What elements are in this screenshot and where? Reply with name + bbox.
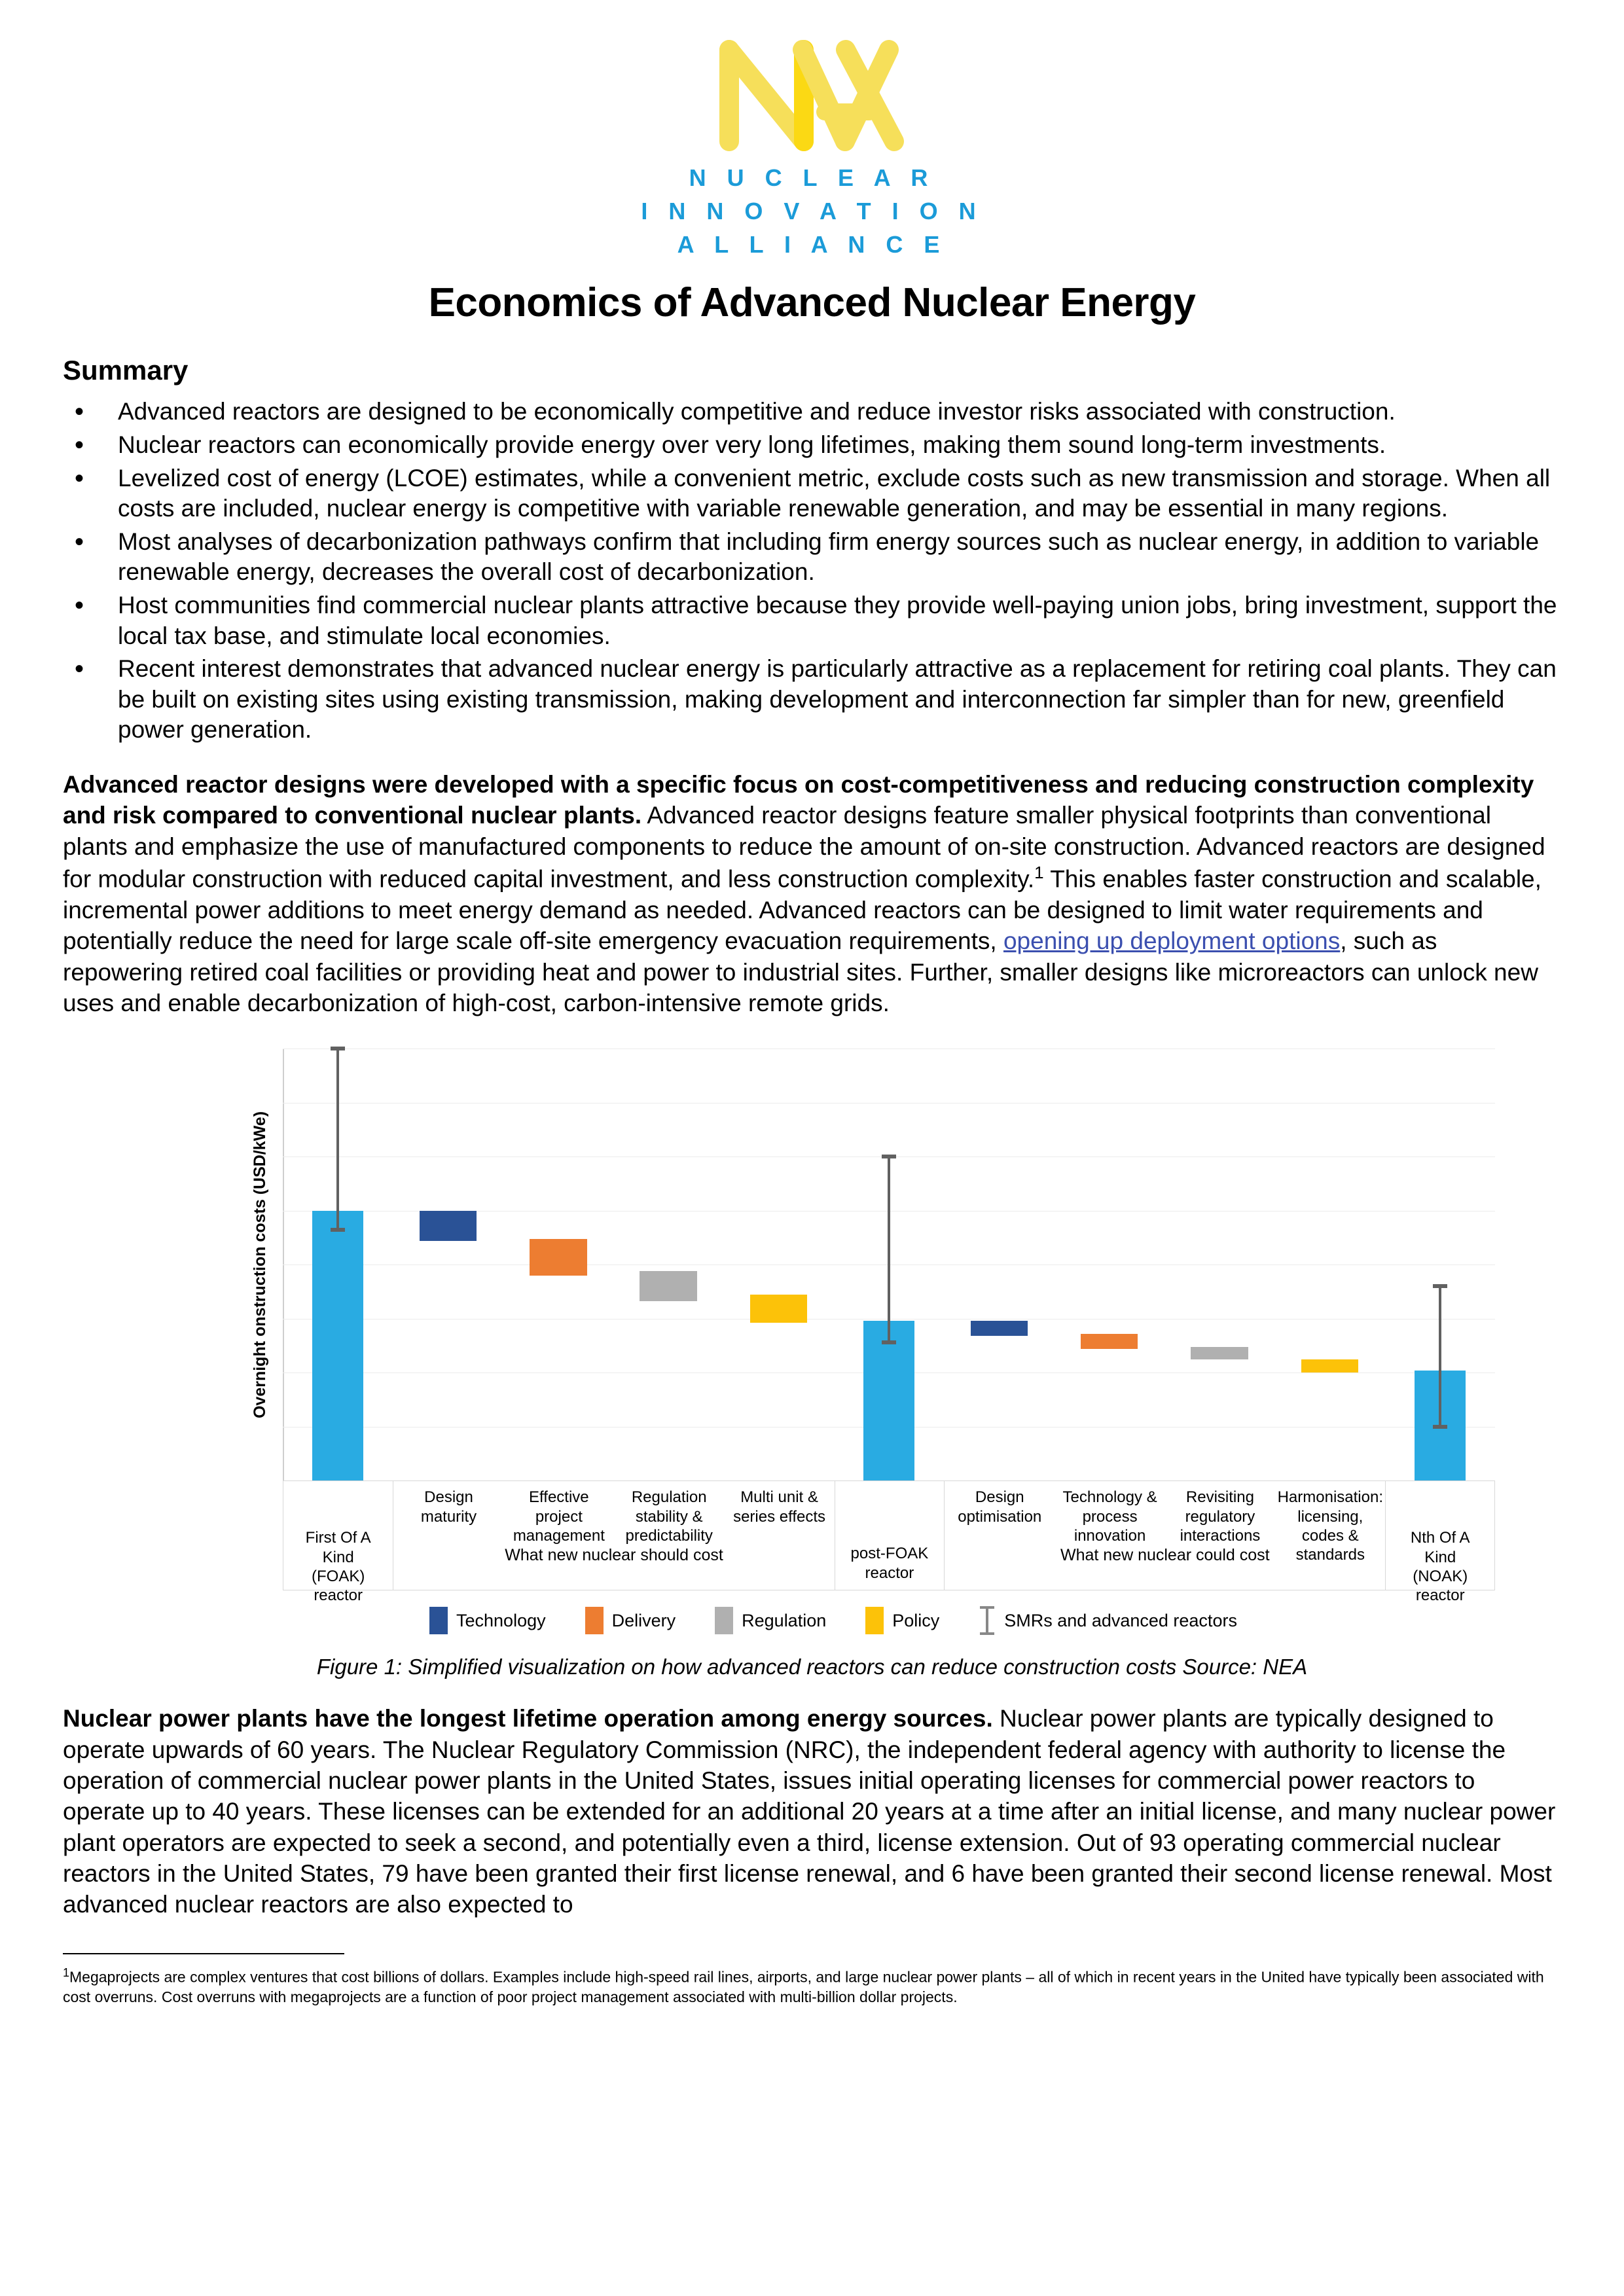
legend-color-swatch (865, 1607, 884, 1634)
chart-delta-bar (750, 1295, 808, 1323)
chart-error-bar-cap (1433, 1284, 1447, 1288)
paragraph-text-part-c: , such as repowering retired coal facilities or providing heat and power to industrial sites. Further, smaller designs like microreactors can unlock new uses and enable decarbonization of high-cost, carbon-intensive remote grids. (63, 927, 1538, 1016)
list-item: • Host communities find commercial nuclear plants attractive because they provide well-paying union jobs, bring investment, support the local tax base, and stimulate local economies. (63, 590, 1561, 651)
footnote-text (63, 1965, 1561, 2008)
chart-delta-bar (1081, 1334, 1138, 1349)
chart-plot-area (283, 1049, 1495, 1480)
chart-delta-bar (420, 1211, 477, 1241)
chart-error-bar-cap (331, 1228, 345, 1232)
axis-cell-label: Revisiting regulatory interactions (1180, 1488, 1261, 1545)
body-paragraph-advanced-reactor-designs (63, 769, 1561, 1018)
axis-group-label: What new nuclear should cost (505, 1545, 723, 1564)
chart-error-bar (336, 1049, 339, 1230)
logo-wordmark (641, 161, 983, 261)
deployment-options-link[interactable]: opening up deployment options (1003, 927, 1341, 955)
axis-cell-label: Nth Of A Kind (NOAK) reactor (1410, 1529, 1470, 1605)
axis-cell-noak (1385, 1481, 1494, 1605)
figure-1 (63, 1049, 1561, 1679)
chart-total-bar (863, 1321, 914, 1480)
organization-logo (63, 0, 1561, 261)
paragraph-text: Nuclear power plants are typically designed to operate upwards of 60 years. The Nuclear Regulatory Commission (NRC), the independent federal agency with authority to license the operation of commercial nuclear power plants in the United States, issues initial operating licenses for commercial power reactors to operate up to 40 years. These licenses can be extended for an additional 20 years at a time after an initial license, and many nuclear power plant operators are expected to seek a second, and potentially even a third, license extension. Out of 93 operating commercial nuclear reactors in the United States, 79 have been granted their first license renewal, and 6 have been granted their second license renewal. Most advanced nuclear reactors are also expected to (63, 1705, 1556, 1918)
axis-cell-label: Technology & process innovation (1062, 1488, 1157, 1545)
axis-cell-label: First Of A Kind (FOAK) reactor (305, 1529, 371, 1605)
summary-heading: Summary (63, 355, 189, 386)
footnote-divider (63, 1953, 344, 1954)
axis-group-could-cost (945, 1481, 1385, 1590)
paragraph-lead-sentence: Nuclear power plants have the longest lifetime operation among energy sources. (63, 1705, 993, 1732)
legend-item (865, 1607, 939, 1634)
chart-x-axis-label-table (283, 1480, 1495, 1605)
chart-delta-bar (1301, 1359, 1359, 1372)
list-item: • Most analyses of decarbonization pathways confirm that including firm energy sources such as nuclear energy, in addition to variable renewable energy, decreases the overall cost of decarbonization. (63, 527, 1561, 588)
summary-bullet-list (63, 397, 1561, 745)
chart-total-bar (312, 1211, 363, 1481)
legend-item (979, 1606, 1237, 1635)
chart-delta-bar (530, 1239, 587, 1276)
chart-error-bar (1439, 1286, 1441, 1427)
chart-error-bar-cap (882, 1155, 896, 1158)
list-item: • Advanced reactors are designed to be economically competitive and reduce investor risks associated with construction. (63, 397, 1561, 427)
logo-word-innovation: I N N O V A T I O N (641, 198, 983, 225)
legend-color-swatch (429, 1607, 448, 1634)
chart-error-bar-cap (331, 1047, 345, 1050)
logo-word-alliance: A L L I A N C E (677, 231, 947, 259)
axis-cell-label: Design optimisation (958, 1488, 1042, 1526)
footnote-marker: 1 (63, 1965, 70, 1979)
chart-y-axis-label: Overnight onstruction costs (USD/kWe) (251, 1111, 270, 1418)
chart-error-bar-cap (882, 1340, 896, 1344)
legend-label: SMRs and advanced reactors (1004, 1610, 1237, 1630)
footnote-reference: 1 (1034, 863, 1044, 883)
logo-word-nuclear: N U C L E A R (689, 164, 935, 191)
paragraph-lead-sentence: Advanced reactor designs were developed with a specific focus on cost-competitiveness and reducing construction complexity and risk compared to conventional nuclear plants. (63, 771, 1534, 829)
na-monogram-icon (704, 30, 920, 154)
axis-cell-label: Regulation stability & predictability (625, 1488, 713, 1545)
body-paragraph-lifetime-operation (63, 1703, 1561, 1920)
chart-delta-bar (971, 1321, 1028, 1336)
list-item: • Levelized cost of energy (LCOE) estimates, while a convenient metric, exclude costs such as new transmission and storage. When all costs are included, nuclear energy is competitive with variable renewable generation, and may be essential in many regions. (63, 463, 1561, 524)
axis-cell-label: Design maturity (420, 1488, 477, 1526)
chart-delta-bar (640, 1271, 697, 1301)
axis-group-should-cost (393, 1481, 834, 1590)
waterfall-chart (251, 1049, 1495, 1605)
axis-group-label: What new nuclear could cost (1060, 1545, 1270, 1564)
list-item: • Recent interest demonstrates that advanced nuclear energy is particularly attractive as a replacement for retiring coal plants. They can be built on existing sites using existing transmission, making development and interconnection far simpler than for new, greenfield power generation. (63, 654, 1561, 745)
figure-caption: Figure 1: Simplified visualization on how advanced reactors can reduce construction costs Source: NEA (316, 1655, 1308, 1679)
chart-error-bar (888, 1157, 890, 1342)
paragraph-text-part-b: This enables faster construction and scalable, incremental power additions to meet energy demand as needed. Advanced reactors can be designed to limit water requirements and potentially reduce the need for large scale off-site emergency evacuation requirements, (63, 865, 1542, 955)
legend-item (429, 1607, 546, 1634)
chart-error-bar-cap (1433, 1425, 1447, 1429)
legend-label: Technology (456, 1610, 546, 1630)
axis-cell-post-foak (835, 1481, 945, 1590)
legend-label: Regulation (742, 1610, 827, 1630)
axis-cell-label: Harmonisation: licensing, codes & standards (1277, 1488, 1383, 1564)
chart-delta-bar (1191, 1347, 1248, 1360)
error-bar-icon (979, 1606, 996, 1635)
legend-item (585, 1607, 676, 1634)
legend-color-swatch (715, 1607, 733, 1634)
axis-cell-label: Multi unit & series effects (733, 1488, 826, 1526)
legend-label: Delivery (611, 1610, 676, 1630)
page-title: Economics of Advanced Nuclear Energy (428, 280, 1196, 326)
chart-legend (429, 1606, 1561, 1635)
axis-cell-label: post-FOAK reactor (850, 1545, 929, 1582)
list-item: • Nuclear reactors can economically provide energy over very long lifetimes, making them sound long-term investments. (63, 430, 1561, 461)
axis-cell-foak (283, 1481, 393, 1605)
axis-cell-label: Effective project management (513, 1488, 605, 1545)
legend-item (715, 1607, 826, 1634)
legend-label: Policy (892, 1610, 940, 1630)
legend-color-swatch (585, 1607, 604, 1634)
paragraph-text-part-a: Advanced reactor designs feature smaller physical footprints than conventional plants and emphasize the use of manufactured components to reduce the amount of on-site construction. Advanced reactors are designed for modular construction with reduced capital investment, and less construction complexity. (63, 802, 1545, 893)
footnote-body: Megaprojects are complex ventures that cost billions of dollars. Examples include high-speed rail lines, airports, and large nuclear power plants – all of which in recent years in the United have typically been associated with cost overruns. Cost overruns with megaprojects are a function of poor project management associated with multi-billion dollar projects. (63, 1968, 1544, 2006)
